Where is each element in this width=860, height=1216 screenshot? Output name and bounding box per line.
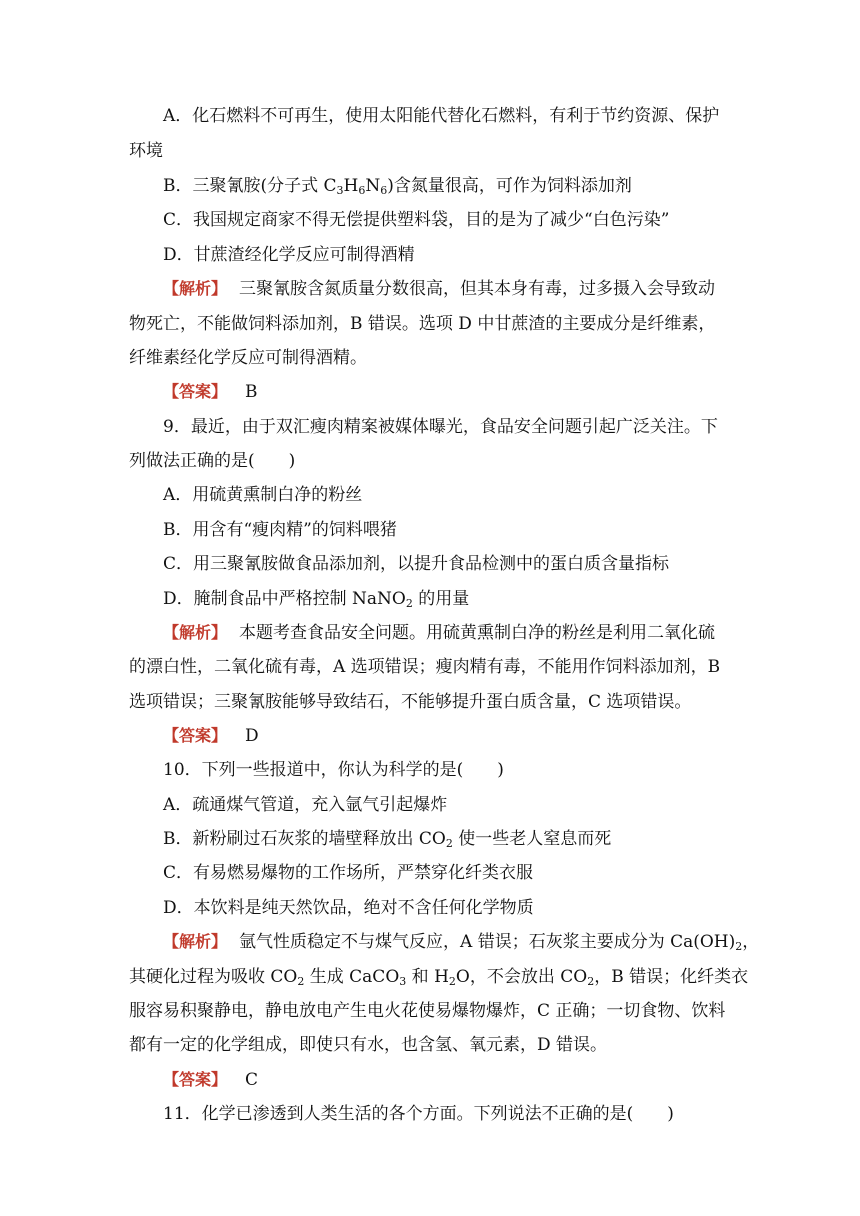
q8-option-c: C．我国规定商家不得无偿提供塑料袋，目的是为了减少“白色污染”: [163, 210, 670, 230]
q8-explanation-line3: 纤维素经化学反应可制得酒精。: [129, 348, 367, 368]
q9-option-c: C．用三聚氰胺做食品添加剂，以提升食品检测中的蛋白质含量指标: [163, 554, 670, 574]
q10-option-a: A．疏通煤气管道，充入氩气引起爆炸: [163, 795, 448, 815]
q10-explanation-line1: 【解析】 氩气性质稳定不与煤气反应，A 错误；石灰浆主要成分为 $Ca(OH)_2$，: [163, 932, 760, 953]
q8-explanation-line2: 物死亡，不能做饲料添加剂，B 错误。选项 D 中甘蔗渣的主要成分是纤维素，: [129, 314, 716, 334]
q10-option-b: B．新粉刷过石灰浆的墙壁释放出 $CO_2$ 使一些老人窒息而死: [163, 829, 612, 850]
q9-explanation-line1: 【解析】 本题考查食品安全问题。用硫黄熏制白净的粉丝是利用二氧化硫: [163, 623, 716, 643]
explanation-tag: 【解析】: [163, 623, 228, 642]
q9-explanation-line2: 的漂白性，二氧化硫有毒，A 选项错误；瘦肉精有毒，不能用作饲料添加剂，B: [129, 657, 721, 677]
q10-explanation-line3: 服容易积聚静电，静电放电产生电火花使易爆物爆炸，C 正确；一切食物、饮料: [129, 1001, 726, 1021]
q8-option-a-line2: 环境: [129, 141, 163, 161]
q10-answer: 【答案】 C: [163, 1070, 259, 1090]
q8-explanation-line1: 【解析】 三聚氰胺含氮质量分数很高，但其本身有毒，过多摄入会导致动: [163, 279, 716, 299]
q8-option-a-line1: A．化石燃料不可再生，使用太阳能代替化石燃料，有利于节约资源、保护: [163, 106, 720, 126]
answer-tag: 【答案】: [163, 726, 228, 745]
q8-option-b: B．三聚氰胺(分子式 $C_3H_6N_6$)含氮量很高，可作为饲料添加剂: [163, 176, 632, 197]
q9-explanation-line3: 选项错误；三聚氰胺能够导致结石，不能够提升蛋白质含量，C 选项错误。: [129, 692, 692, 712]
answer-tag: 【答案】: [163, 382, 228, 401]
q9-option-a: A．用硫黄熏制白净的粉丝: [163, 485, 363, 505]
q10-option-d: D．本饮料是纯天然饮品，绝对不含任何化学物质: [163, 898, 534, 918]
q9-option-b: B．用含有“瘦肉精”的饲料喂猪: [163, 520, 397, 540]
q10-stem: 10．下列一些报道中，你认为科学的是( ): [163, 760, 504, 780]
q10-explanation-line4: 都有一定的化学组成，即使只有水，也含氢、氧元素，D 错误。: [129, 1035, 608, 1055]
q9-option-d: D．腌制食品中严格控制 NaNO$_2$ 的用量: [163, 589, 470, 610]
q9-answer: 【答案】 D: [163, 726, 259, 746]
answer-tag: 【答案】: [163, 1070, 228, 1089]
q10-option-c: C．有易燃易爆物的工作场所，严禁穿化纤类衣服: [163, 863, 534, 883]
q8-answer: 【答案】 B: [163, 382, 258, 402]
q11-stem: 11．化学已渗透到人类生活的各个方面。下列说法不正确的是( ): [163, 1104, 674, 1124]
q9-stem-line1: 9．最近，由于双汇瘦肉精案被媒体曝光，食品安全问题引起广泛关注。下: [163, 417, 718, 437]
q9-stem-line2: 列做法正确的是( ): [129, 451, 296, 471]
explanation-tag: 【解析】: [163, 932, 228, 951]
explanation-tag: 【解析】: [163, 279, 228, 298]
q8-option-d: D．甘蔗渣经化学反应可制得酒精: [163, 245, 415, 265]
q10-explanation-line2: 其硬化过程为吸收 $CO_2$ 生成 CaCO$_3$ 和 $H_2O$，不会放出 $CO_2$，B 错误；化纤类衣: [129, 967, 749, 988]
